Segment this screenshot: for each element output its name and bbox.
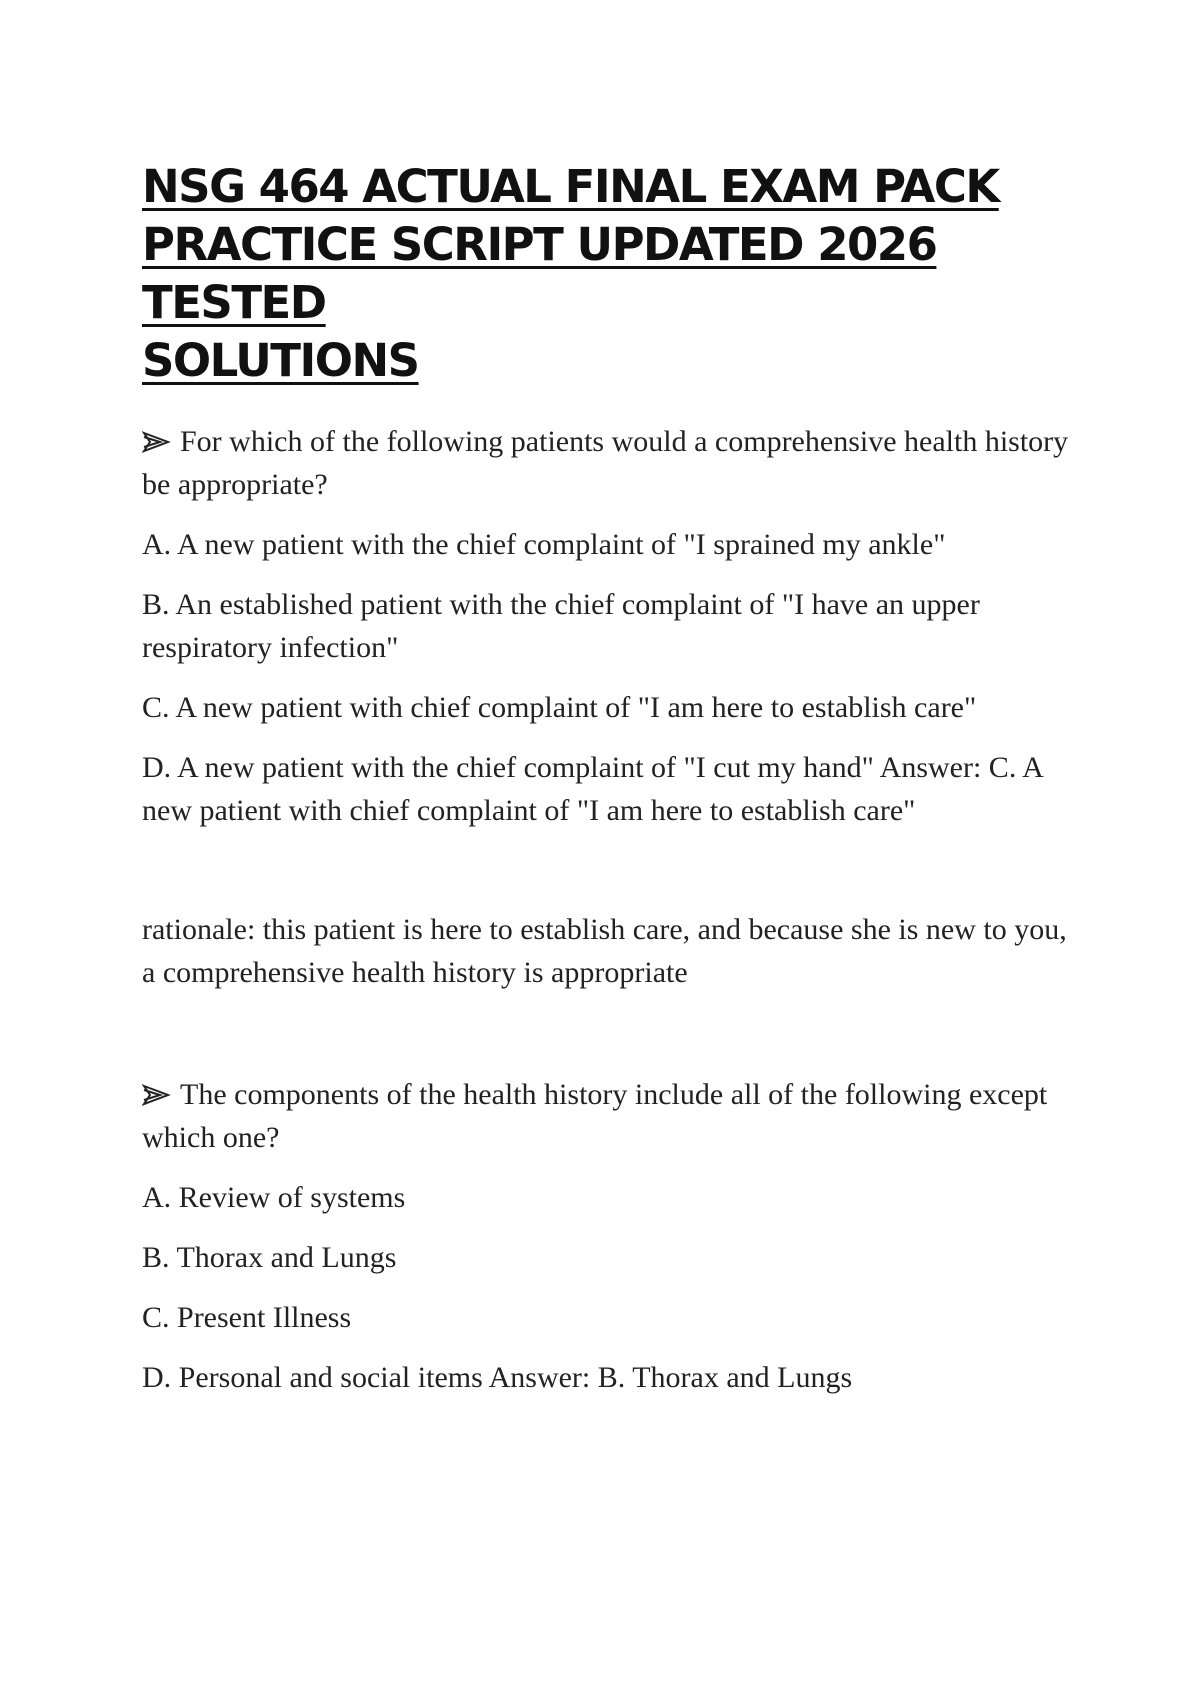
question-2-option-b <box>142 1236 1072 1279</box>
title-line-1: NSG 464 ACTUAL FINAL EXAM PACK <box>142 160 999 213</box>
title-line-3: SOLUTIONS <box>142 334 419 387</box>
question-2-prompt <box>142 1073 1072 1159</box>
question-1-option-c <box>142 686 1072 729</box>
option-c-text: C. A new patient with chief complaint of "I am here to establish care" <box>142 691 977 724</box>
option-d-text: D. Personal and social items Answer: B. Thorax and Lungs <box>142 1361 853 1394</box>
question-1-prompt <box>142 420 1072 506</box>
option-b-text: B. Thorax and Lungs <box>142 1241 397 1274</box>
question-2-option-d <box>142 1356 1072 1399</box>
question-2 <box>142 1073 1072 1159</box>
arrow-bullet-icon <box>142 1084 172 1106</box>
rationale-text: rationale: this patient is here to establish care, and because she is new to you, a comprehensive health history is appropriate <box>142 913 1067 989</box>
option-d-text: D. A new patient with the chief complaint of "I cut my hand" Answer: C. A new patient with chief complaint of "I am here to establish care" <box>142 751 1043 827</box>
option-c-text: C. Present Illness <box>142 1301 352 1334</box>
question-2-option-c <box>142 1296 1072 1339</box>
question-1-option-a <box>142 523 1072 566</box>
question-1-rationale <box>142 908 1072 994</box>
question-2-text: The components of the health history include all of the following except which one? <box>142 1078 1048 1154</box>
document-title <box>142 158 1072 390</box>
question-1-option-d <box>142 746 1072 832</box>
title-line-2: PRACTICE SCRIPT UPDATED 2026 TESTED <box>142 218 937 329</box>
arrow-bullet-icon <box>142 431 172 453</box>
question-1-option-b <box>142 583 1072 669</box>
question-1 <box>142 420 1072 506</box>
option-a-text: A. Review of systems <box>142 1181 406 1214</box>
option-b-text: B. An established patient with the chief complaint of "I have an upper respiratory infection" <box>142 588 980 664</box>
question-1-text: For which of the following patients would a comprehensive health history be appropriate? <box>142 425 1069 501</box>
question-2-option-a <box>142 1176 1072 1219</box>
option-a-text: A. A new patient with the chief complaint of "I sprained my ankle" <box>142 528 946 561</box>
